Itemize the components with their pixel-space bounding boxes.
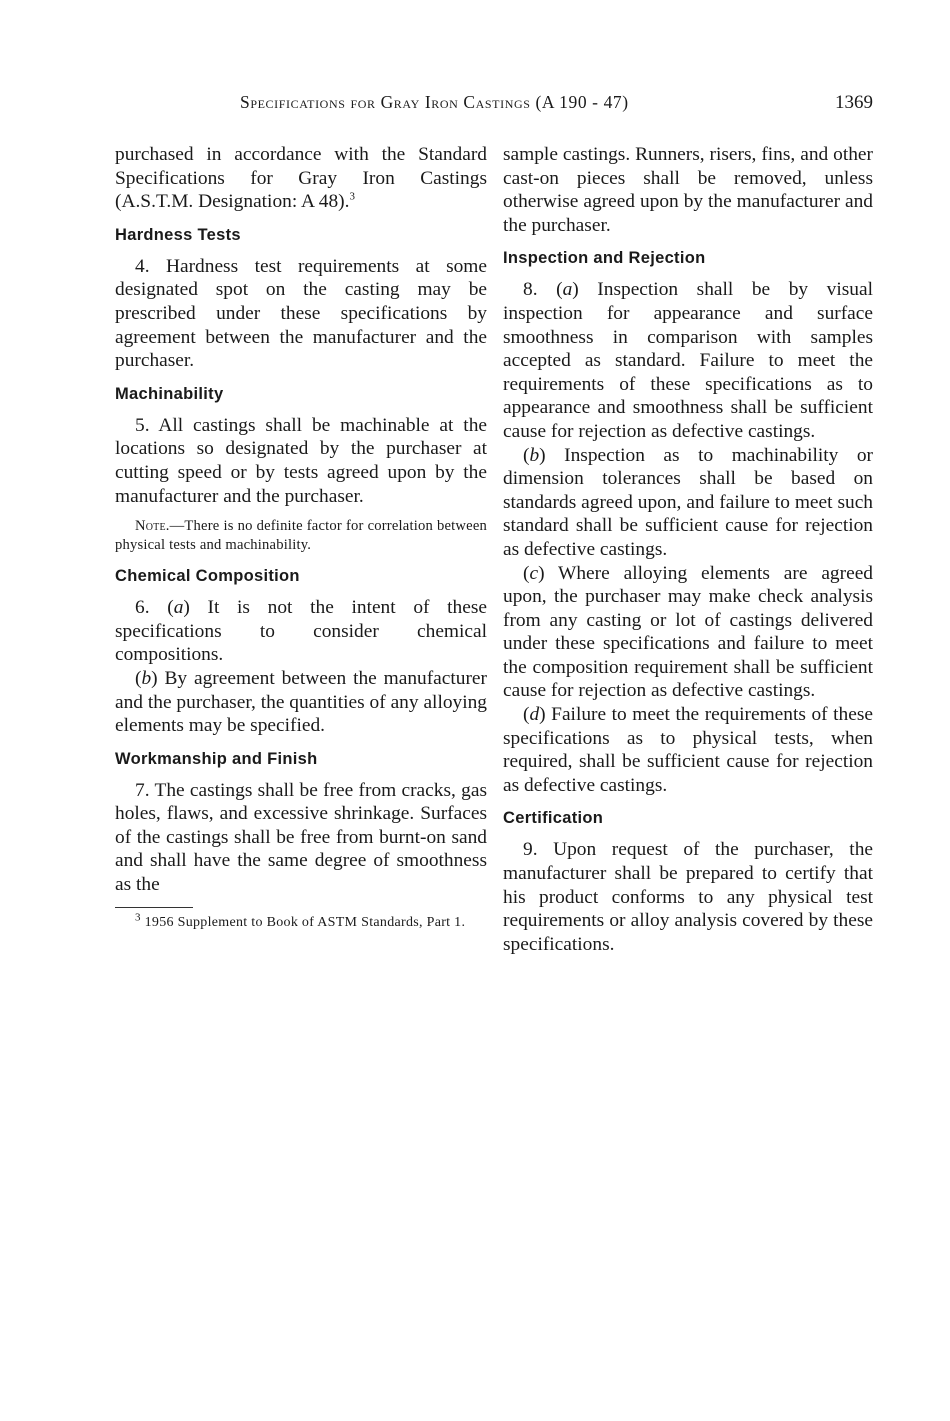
note-paragraph: Note.—There is no definite factor for correlation between physical tests and machinability. (115, 518, 487, 554)
running-head (113, 92, 873, 118)
heading-inspection-rejection: Inspection and Rejection (503, 249, 706, 268)
continued-paragraph: sample castings. Runners, risers, fins, and other cast-on pieces shall be removed, unless otherwise agreed upon by the manufacturer and the purchaser. (503, 144, 873, 236)
footnote: $^3$ 1956 Supplement to Book of ASTM Standards, Part 1. (135, 911, 466, 930)
paragraph-9: 9. Upon request of the purchaser, the manufacturer shall be prepared to certify that his product conforms to any physical test requirements or alloy analysis covered by these specifications. (503, 839, 873, 955)
heading-chemical-composition: Chemical Composition (115, 567, 300, 586)
paragraph-4: 4. Hardness test requirements at some designated spot on the casting may be prescribed under these specifications by agreement between the manufacturer and the purchaser. (115, 255, 487, 372)
note-label: Note. (135, 518, 170, 535)
paragraph-8b: (b) Inspection as to machinability or dimension tolerances shall be based on standards agreed upon, and failure to meet such standard shall be sufficient cause for rejection as defective castings. (503, 444, 873, 560)
right-column (503, 143, 873, 956)
running-title: Specifications for Gray Iron Castings (A 190 - 47) (240, 92, 629, 112)
paragraph-8d: (d) Failure to meet the requirements of these specifications as to physical tests, when required, shall be sufficient cause for rejection as defective castings. (503, 704, 873, 796)
heading-certification: Certification (503, 809, 604, 828)
heading-hardness-tests: Hardness Tests (115, 225, 241, 244)
intro-paragraph: purchased in accordance with the Standard Specifications for Gray Iron Castings (A.S.T.M. Designation: A 48).$^3$ (115, 144, 487, 213)
footnote-ref: 3 (349, 190, 355, 203)
heading-workmanship-finish: Workmanship and Finish (115, 749, 318, 768)
paragraph-7: 7. The castings shall be free from cracks, gas holes, flaws, and excessive shrinkage. Surfaces of the castings shall be free from burnt-on sand and shall have the same degree of smoothness as the (115, 779, 487, 896)
paragraph-6b: (b) By agreement between the manufacturer and the purchaser, the quantities of any alloying elements may be specified. (115, 667, 487, 737)
paragraph-6a: 6. (a) It is not the intent of these specifications to consider chemical compositions. (115, 597, 487, 666)
paragraph-8c: (c) Where alloying elements are agreed upon, the purchaser may make check analysis from any casting or lot of castings delivered under these specifications and failure to meet the composition requirement shall be sufficient cause for rejection as defective castings. (503, 562, 873, 702)
left-column (115, 143, 487, 932)
heading-machinability: Machinability (115, 384, 224, 403)
footnote-rule (115, 907, 193, 908)
paragraph-8a: 8. (a) Inspection shall be by visual inspection for appearance and surface smoothness in comparison with samples accepted as standard. Failure to meet the requirements of these specifications as to appearance and smoothness shall be sufficient cause for rejection as defective castings. (503, 279, 873, 442)
page-number: 1369 (835, 92, 873, 113)
paragraph-5: 5. All castings shall be machinable at the locations so designated by the purchaser at cutting speed or by tests agreed upon by the manufacturer and the purchaser. (115, 414, 487, 507)
